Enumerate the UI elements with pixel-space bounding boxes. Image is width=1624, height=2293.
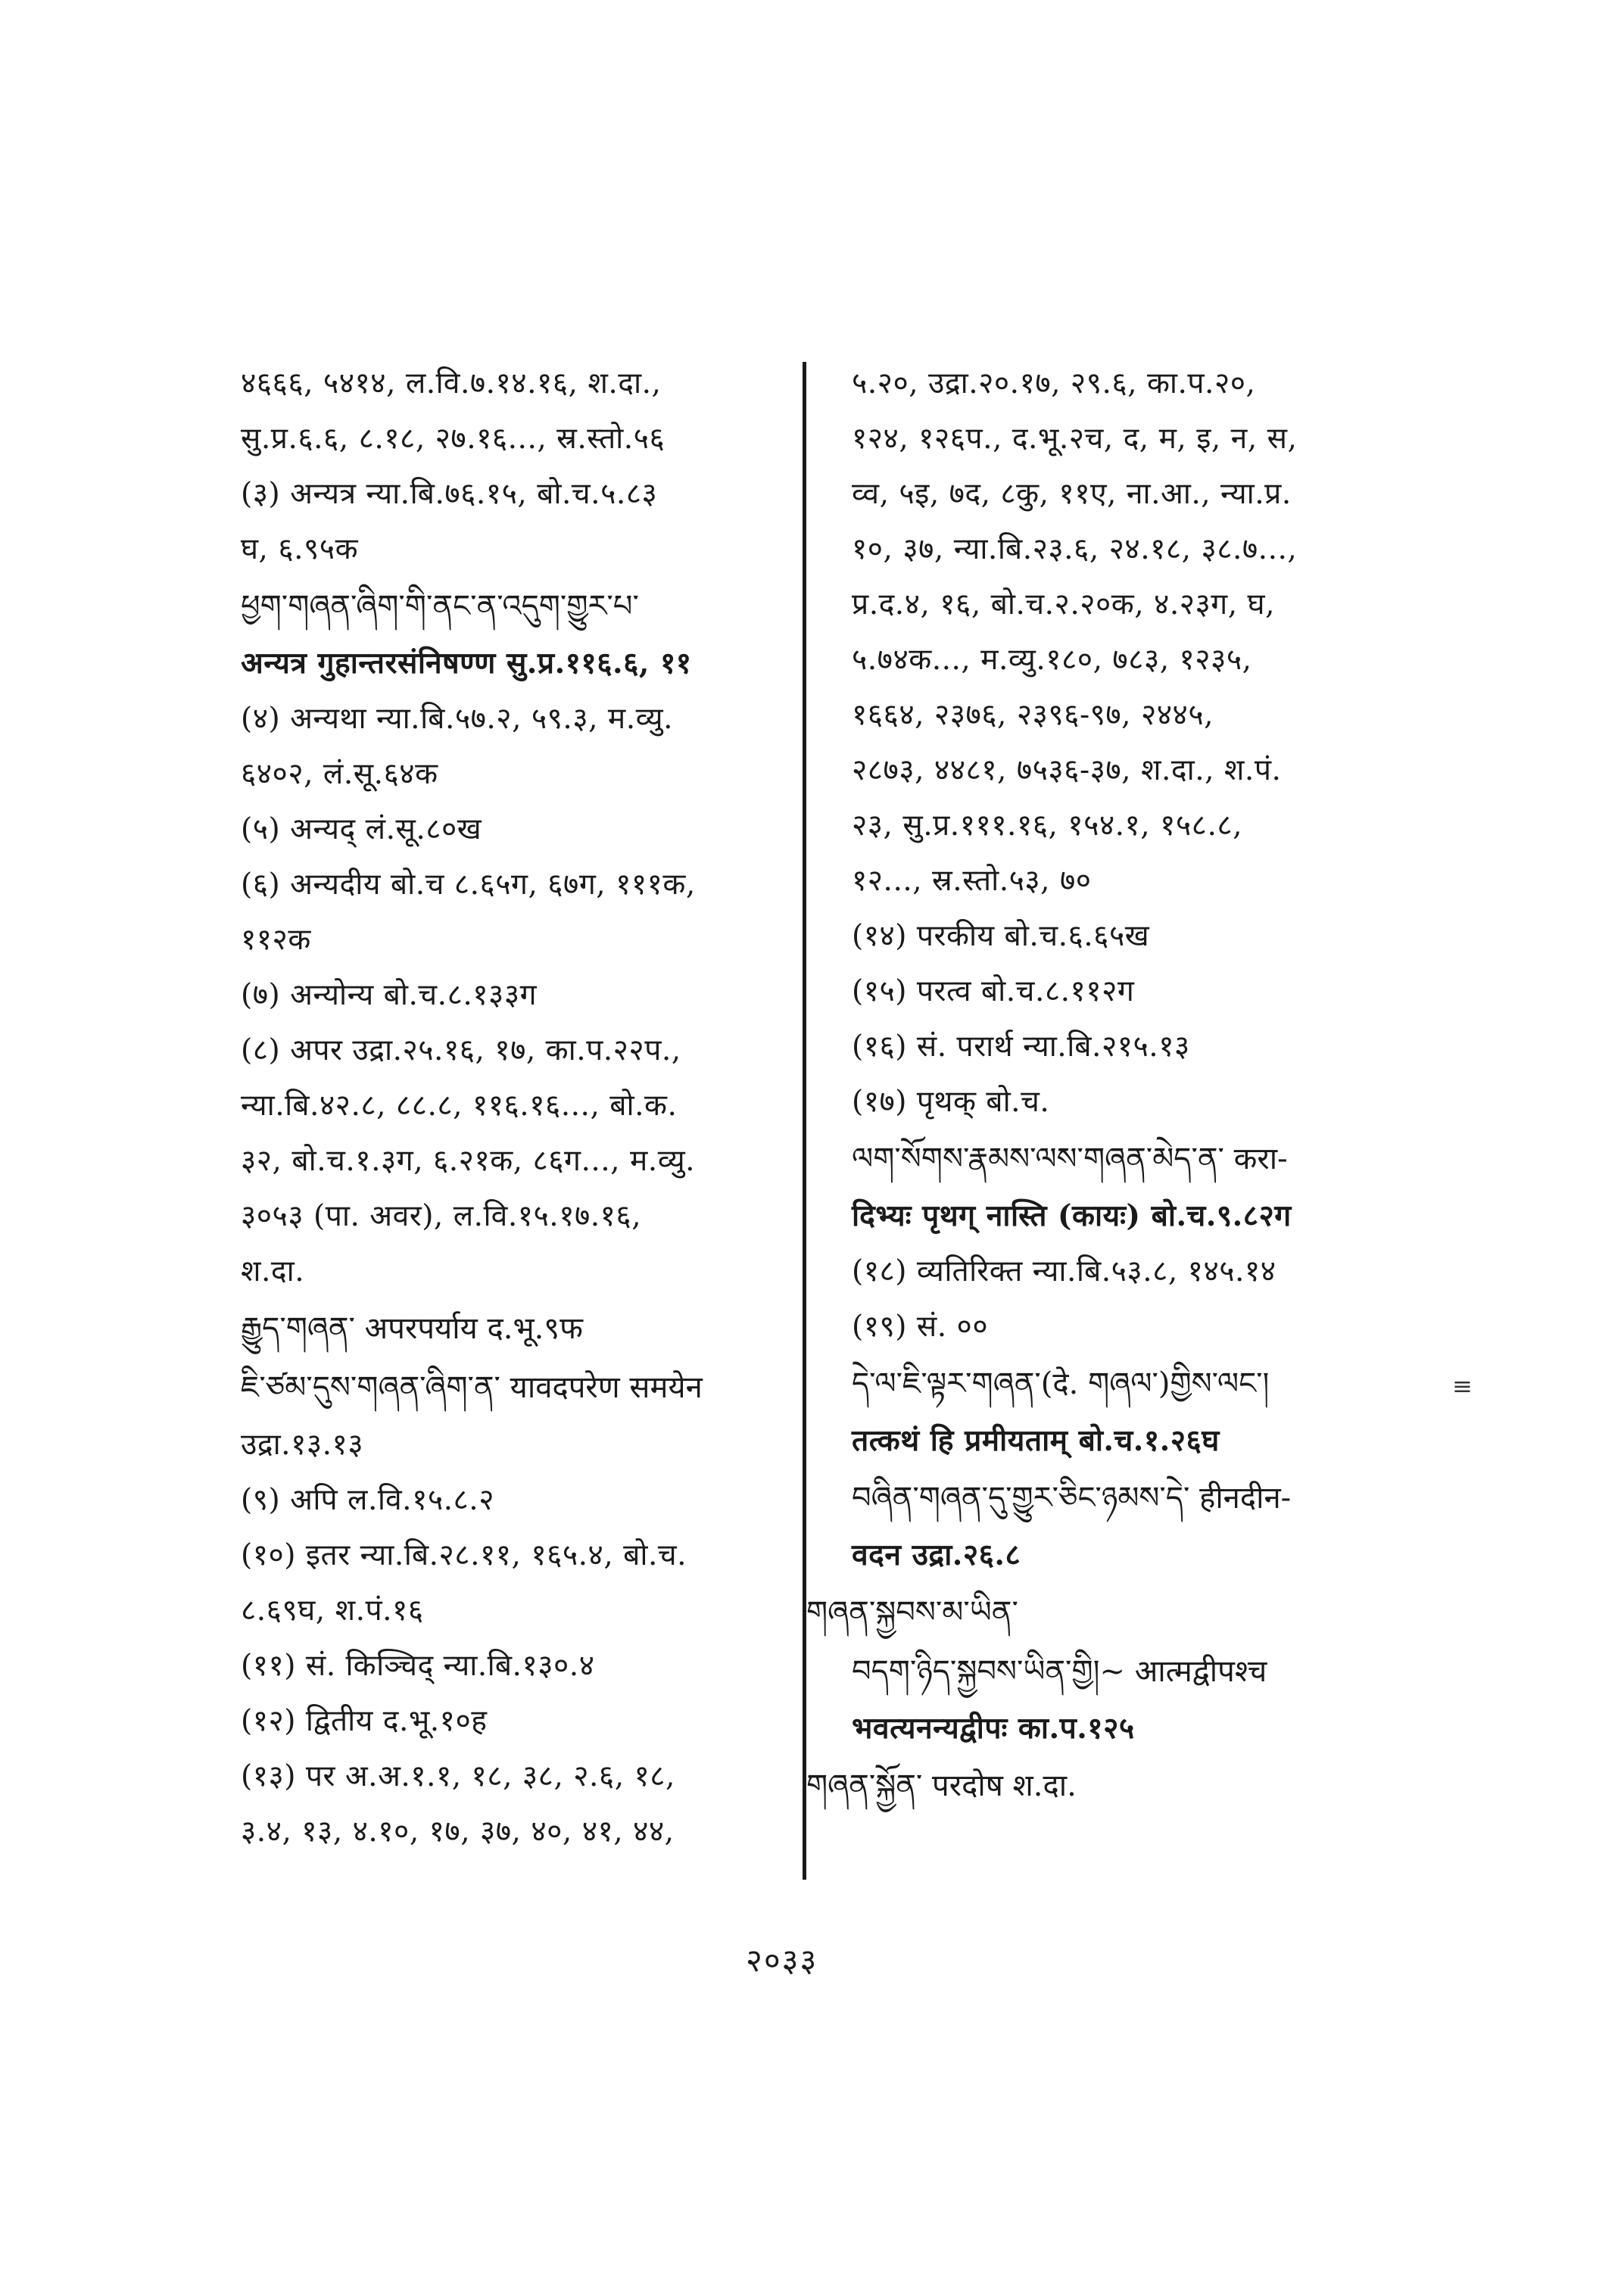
right-column-line: གཞན་སྐྱབས་མ་ཡིན་ <box>806 1595 1018 1630</box>
left-column-line: (१२) द्वितीय द.भू.१०ह <box>241 1704 488 1738</box>
right-column-line: (१७) पृथक् बो.च. <box>852 1085 1050 1119</box>
left-column-line: (८) अपर उद्रा.२५.१६, १७, का.प.२२प., <box>241 1033 681 1067</box>
right-column-line: १६६४, २३७६, २३९६-९७, २४४५, <box>852 698 1214 732</box>
left-column-line: (७) अन्योन्य बो.च.८.१३३ग <box>241 978 538 1012</box>
right-column-line: २८७३, ४४८१, ७५३६-३७, श.दा., श.पं. <box>852 753 1282 787</box>
right-column-line: ५.७४क..., म.व्यु.१८०, ७८३, १२३५, <box>852 643 1252 677</box>
left-column-line: ११२क <box>241 923 311 957</box>
right-column <box>806 356 1457 1815</box>
right-column-line: ལག་སོགས་རྣམས་ལས་གཞན་མེད་ན་ करा- <box>852 1142 1288 1176</box>
left-column-line: (५) अन्यद् लं.सू.८०ख <box>241 812 482 846</box>
left-column <box>241 356 801 1859</box>
left-column-line: (३) अन्यत्र न्या.बि.७६.१५, बो.च.५.८३ <box>241 477 658 511</box>
right-column-line: (१४) परकीय बो.च.६.६५ख <box>852 919 1150 953</box>
right-column-line: १०, ३७, न्या.बि.२३.६, २४.१८, ३८.७..., <box>852 532 1298 566</box>
right-column-line: १२४, १२६प., द.भू.२च, द, म, इ, न, स, <box>852 422 1298 456</box>
page-number: २०३३ <box>746 1942 818 1979</box>
right-column-line: བདག་ཉིད་སྐྱབས་ཡིན་གྱི།~ आत्मद्वीपश्च <box>852 1654 1267 1689</box>
left-column-line: न्या.बि.४२.८, ८८.८, ११६.१६..., बो.क. <box>241 1089 678 1123</box>
right-column-line: དེ་ལ་ཇི་ལྟར་གཞན་(दे. གཞལ་)གྱིས་ལང་། <box>852 1366 1270 1401</box>
left-column-line: ཕྱག་གཞན་ཞིག་གི་ནང་ན་འདུག་གྱུར་པ་ <box>241 589 639 624</box>
right-column-line: वदन उद्रा.२६.८ <box>852 1537 1021 1572</box>
left-column-line: ३.४, १३, ४.१०, १७, ३७, ४०, ४१, ४४, <box>241 1815 675 1849</box>
left-column-line: ३२, बो.च.१.३ग, ६.२१क, ८६ग..., म.व्यु. <box>241 1144 696 1178</box>
left-column-line: (१३) पर अ.अ.१.१, १८, ३८, २.६, १८, <box>241 1759 675 1793</box>
left-column-line: श.दा. <box>241 1254 305 1288</box>
right-column-line: प्र.द.४, १६, बो.च.२.२०क, ४.२३ग, घ, <box>852 587 1275 622</box>
left-column-line: अन्यत्र गुहान्तरसंनिषण्ण सु.प्र.११६.६, ११ <box>241 646 692 681</box>
left-column-line: घ, ६.९५क <box>241 532 359 566</box>
left-column-line: ८.६९घ, श.पं.१६ <box>241 1594 424 1628</box>
left-column-line: ३०५३ (पा. अवर), ल.वि.१५.१७.१६, <box>241 1199 642 1233</box>
right-column-line: दिभ्यः पृथग् नास्ति (कायः) बो.च.९.८२ग <box>852 1198 1292 1233</box>
right-column-line: གཞན་སྐྱོན་ परदोष श.दा. <box>806 1768 1077 1803</box>
left-column-line: सु.प्र.६.६, ८.१८, २७.१६..., स्र.स्तो.५६ <box>241 422 665 456</box>
right-column-line: व्व, ५इ, ७द, ८कु, ११ए, ना.आ., न्या.प्र. <box>852 477 1292 511</box>
left-column-line: ४६६६, ५४१४, ल.वि.७.१४.१६, श.दा., <box>241 366 662 400</box>
right-column-line: ५.२०, उद्रा.२०.१७, २९.६, का.प.२०, <box>852 366 1256 400</box>
left-column-line: (४) अन्यथा न्या.बि.५७.२, ५९.३, म.व्यु. <box>241 702 673 736</box>
right-column-line: १२..., स्र.स्तो.५३, ७० <box>852 864 1092 898</box>
left-column-line: उद्रा.१३.१३ <box>241 1428 364 1462</box>
left-column-line: (९) अपि ल.वि.१५.८.२ <box>241 1483 494 1517</box>
left-column-line: (११) सं. किञ्चिद् न्या.बि.१३०.४ <box>241 1649 595 1683</box>
right-column-line: (१८) व्यतिरिक्त न्या.बि.५३.८, १४५.१४ <box>852 1254 1276 1288</box>
right-column-line: भवत्यनन्यद्वीपः का.प.१२५ <box>852 1711 1135 1746</box>
right-column-line: (१९) सं. ०० <box>852 1310 989 1344</box>
left-column-line: (१०) इतर न्या.बि.२८.११, १६५.४, बो.च. <box>241 1538 687 1572</box>
right-column-line: २३, सु.प्र.१११.१६, १५४.१, १५८.८, <box>852 808 1243 843</box>
right-column-line: (१६) सं. परार्थ न्या.बि.२१५.१३ <box>852 1030 1190 1064</box>
left-column-line: ६४०२, लं.सू.६४क <box>241 757 438 791</box>
right-column-line: (१५) परत्व बो.च.८.११२ग <box>852 974 1135 1008</box>
left-column-line: རྒྱུད་གཞན་ अपरपर्याय द.भू.९फ <box>241 1311 583 1346</box>
left-column-line: (६) अन्यदीय बो.च ८.६५ग, ६७ग, १११क, <box>241 868 696 902</box>
right-column-line: བཞིན་གཞན་དུ་གྱུར་ཅིང་ཉམས་དེ་ हीनदीन- <box>852 1481 1292 1516</box>
right-column-line: तत्कथं हि प्रमीयताम् बो.च.१.२६घ <box>852 1423 1220 1458</box>
left-column-line: ཇི་ཙམ་དུས་གཞན་ཞིག་ན་ यावदपरेण समयेन <box>241 1370 703 1405</box>
column-divider <box>803 362 806 1880</box>
margin-mark: ≡ <box>1452 1372 1473 1400</box>
